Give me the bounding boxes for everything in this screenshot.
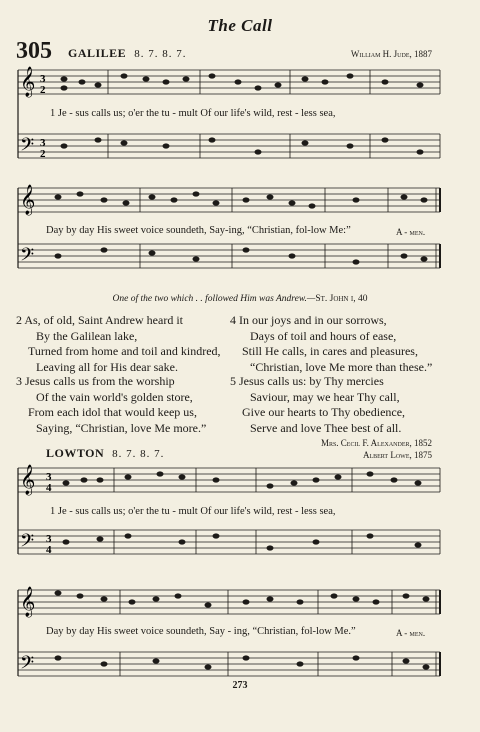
page-title: The Call (207, 16, 273, 35)
verse-line: 2 As, of old, Saint Andrew heard it (16, 313, 183, 327)
svg-text:2: 2 (40, 148, 46, 160)
verse-line: Of the vain world's golden store, (36, 389, 193, 404)
caption-ref: St. John i, 40 (315, 294, 368, 304)
verse-line: Turned from home and toil and kindred, (28, 344, 221, 358)
verse-line: 4 In our joys and in our sorrows, (230, 313, 387, 327)
tune-header-lowton (46, 446, 164, 461)
svg-text:4: 4 (46, 482, 52, 494)
verse-line: By the Galilean lake, (36, 328, 138, 343)
svg-text:3: 3 (40, 137, 46, 149)
caption-text: One of the two which . . followed Him was Andrew.— (112, 294, 316, 304)
verse-line: Saying, “Christian, love Me more.” (36, 420, 207, 435)
page-number: 273 (232, 680, 248, 691)
lyric-line: 1 Je - sus calls us; o'er the tu - mult Of our life's wild, rest - less sea, (50, 506, 336, 517)
tune-name: LOWTON (46, 446, 105, 460)
composer-credit: William H. Jude, 1887 (350, 49, 432, 59)
verse-line: 3 Jesus calls us from the worship (16, 374, 175, 388)
amen-label: A - men. (396, 628, 426, 638)
author-credit: Mrs. Cecil F. Alexander, 1852 (320, 438, 432, 448)
svg-text:𝄞: 𝄞 (20, 185, 36, 215)
lyric-line: Day by day His sweet voice soundeth, Say - ing, “Christian, fol-low Me.” (46, 626, 356, 637)
verse-4 (230, 313, 432, 375)
svg-text:𝄢: 𝄢 (20, 653, 35, 678)
tune-meter: 8. 7. 8. 7. (112, 448, 165, 460)
svg-text:𝄞: 𝄞 (20, 67, 36, 97)
verse-line: “Christian, love Me more than these.” (250, 359, 433, 374)
lyric-line: 1 Je - sus calls us; o'er the tu - mult Of our life's wild, rest - less sea, (50, 108, 336, 119)
scripture-caption (0, 294, 480, 304)
svg-text:𝄢: 𝄢 (20, 531, 35, 556)
svg-text:3: 3 (46, 471, 52, 483)
hymn-number: 305 (16, 38, 52, 64)
svg-text:3: 3 (46, 533, 52, 545)
svg-text:3: 3 (40, 73, 46, 85)
composer-credit: Albert Lowe, 1875 (362, 450, 432, 460)
svg-text:𝄢: 𝄢 (20, 135, 35, 160)
verse-line: Days of toil and hours of ease, (250, 328, 397, 343)
lyric-line: Day by day His sweet voice soundeth, Say-ing, “Christian, fol-low Me:” (46, 225, 351, 236)
tune-meter: 8. 7. 8. 7. (134, 48, 187, 60)
verse-line: Leaving all for His dear sake. (36, 359, 178, 374)
verse-line: From each idol that would keep us, (28, 405, 197, 419)
verse-line: Still He calls, in cares and pleasures, (242, 344, 418, 358)
svg-text:𝄢: 𝄢 (20, 245, 35, 270)
svg-text:𝄞: 𝄞 (20, 587, 36, 617)
verse-line: 5 Jesus calls us: by Thy mercies (230, 374, 384, 388)
tune-header-galilee (68, 46, 186, 61)
svg-text:𝄞: 𝄞 (20, 465, 36, 495)
verse-line: Saviour, may we hear Thy call, (250, 389, 400, 404)
svg-text:4: 4 (46, 544, 52, 556)
verse-2 (16, 313, 221, 375)
verse-5 (230, 374, 405, 436)
verse-line: Serve and love Thee best of all. (250, 420, 402, 435)
verse-line: Give our hearts to Thy obedience, (242, 405, 406, 419)
svg-text:2: 2 (40, 84, 46, 96)
amen-label: A - men. (396, 227, 426, 237)
verse-3 (16, 374, 206, 436)
tune-name: GALILEE (68, 46, 127, 60)
